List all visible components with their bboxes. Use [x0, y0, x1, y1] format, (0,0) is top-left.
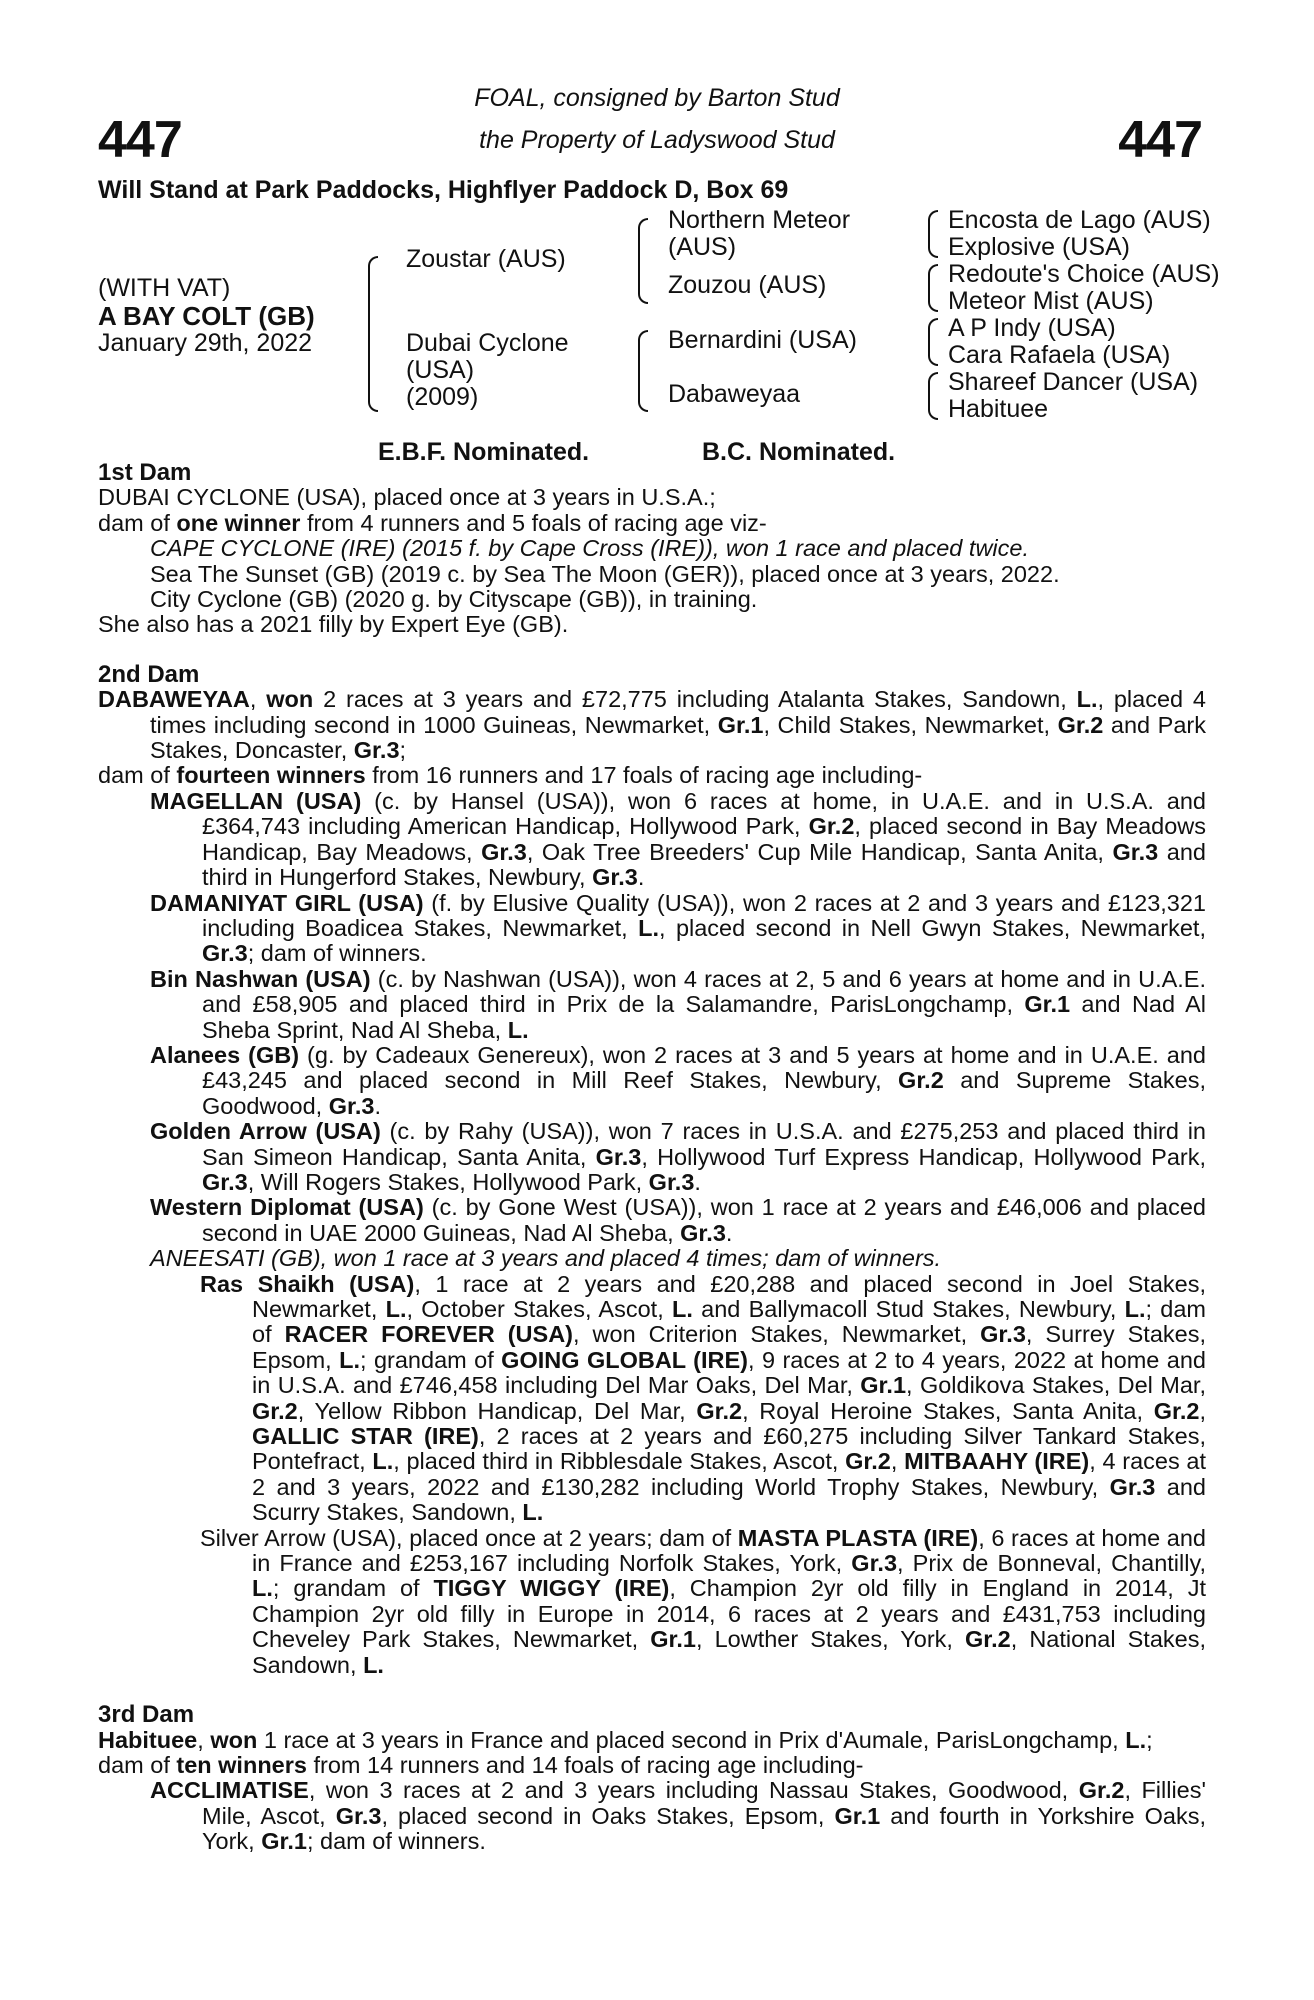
dam-line-3: (2009)	[406, 383, 479, 411]
great-grandparent: Meteor Mist (AUS)	[948, 287, 1154, 315]
produce-entry: Bin Nashwan (USA) (c. by Nashwan (USA)), won 4 races at 2, 5 and 6 years at home and in U.A.E. and £58,905 and placed third in Prix de la Salamandre, ParisLongchamp, Gr.1 and Nad Al Sheba Sprint, Nad Al Sheba, L.	[150, 965, 1207, 1043]
produce-entry: Western Diplomat (USA) (c. by Gone West (USA)), won 1 race at 2 years and £46,006 and placed second in UAE 2000 Guineas, Nad Al Sheba, Gr.3.	[150, 1194, 1206, 1246]
third-dam-dam-of: dam of ten winners from 14 runners and 14 foals of racing age including-	[98, 1751, 864, 1778]
great-grandparent: A P Indy (USA)	[948, 314, 1116, 342]
dam-line-1: Dubai Cyclone	[406, 329, 569, 357]
brace-icon	[928, 372, 938, 420]
great-grandparent: Shareef Dancer (USA)	[948, 368, 1199, 396]
consignor-line: FOAL, consigned by Barton Stud	[474, 84, 840, 112]
great-grandparent: Redoute's Choice (AUS)	[948, 260, 1220, 288]
produce-entry: Sea The Sunset (GB) (2019 c. by Sea The Moon (GER)), placed once at 3 years, 2022.	[150, 560, 1060, 587]
brace-icon	[928, 264, 938, 312]
produce-entry: Golden Arrow (USA) (c. by Rahy (USA)), won 7 races in U.S.A. and £275,253 and placed third in San Simeon Handicap, Santa Anita, Gr.3, Hollywood Turf Express Handicap, Hollywood Park, Gr.3, Will Rogers Stakes, Hollywood Park, Gr.3.	[150, 1118, 1206, 1195]
lot-number-right: 447	[1118, 111, 1202, 169]
first-dam-heading: 1st Dam	[98, 459, 192, 486]
third-dam-heading: 3rd Dam	[98, 1701, 195, 1729]
produce-entry: CAPE CYCLONE (IRE) (2015 f. by Cape Cross (IRE)), won 1 race and placed twice.	[150, 535, 1029, 562]
produce-entry: MAGELLAN (USA) (c. by Hansel (USA)), won 6 races at home, in U.A.E. and in U.S.A. and £364,743 including American Handicap, Hollywood Park, Gr.2, placed second in Bay Meadows Handicap, Bay Meadows, Gr.3, Oak Tree Breeders' Cup Mile Handicap, Santa Anita, Gr.3 and third in Hungerford Stakes, Newbury, Gr.3.	[150, 787, 1206, 891]
second-dam-heading: 2nd Dam	[98, 660, 200, 688]
brace-icon	[638, 218, 648, 304]
vat-note: (WITH VAT)	[98, 274, 231, 302]
produce-entry: Silver Arrow (USA), placed once at 2 years; dam of MASTA PLASTA (IRE), 6 races at home and in France and £253,167 including Norfolk Stakes, York, Gr.3, Prix de Bonneval, Chantilly, L.; grandam of TIGGY WIGGY (IRE), Champion 2yr old filly in England in 2014, Jt Champion 2yr old filly in Europe in 2014, 6 races at 2 years and £431,753 including Cheveley Park Stakes, Newmarket, Gr.1, Lowther Stakes, York, Gr.2, National Stakes, Sandown, L.	[200, 1524, 1207, 1678]
produce-entry: DAMANIYAT GIRL (USA) (f. by Elusive Quality (USA)), won 2 races at 2 and 3 years and £123,321 including Boadicea Stakes, Newmarket, L., placed second in Nell Gwyn Stakes, Newmarket, Gr.3; dam of winners.	[150, 889, 1206, 967]
produce-entry: Alanees (GB) (g. by Cadeaux Genereux), won 2 races at 3 and 5 years at home and in U.A.E. and £43,245 and placed second in Mill Reef Stakes, Newbury, Gr.2 and Supreme Stakes, Goodwood, Gr.3.	[150, 1041, 1206, 1119]
great-grandparent: Encosta de Lago (AUS)	[948, 206, 1211, 234]
lot-number-left: 447	[98, 111, 182, 169]
dam-line-2: (USA)	[406, 356, 475, 384]
brace-icon	[638, 330, 648, 412]
stand-location: Will Stand at Park Paddocks, Highflyer Paddock D, Box 69	[98, 176, 789, 204]
second-dam-summary: DABAWEYAA, won 2 races at 3 years and £72,775 including Atalanta Stakes, Sandown, L., placed 4 times including second in 1000 Guineas, Newmarket, Gr.1, Child Stakes, Newmarket, Gr.2 and Park Stakes, Doncaster, Gr.3;	[98, 686, 1207, 764]
lot-subject: A BAY COLT (GB)	[98, 301, 315, 331]
first-dam-summary: DUBAI CYCLONE (USA), placed once at 3 years in U.S.A.;	[98, 484, 716, 511]
brace-icon	[928, 318, 938, 366]
first-dam-dam-of: dam of one winner from 4 runners and 5 foals of racing age viz-	[98, 509, 767, 536]
brace-icon	[368, 256, 378, 412]
great-grandparent: Explosive (USA)	[948, 233, 1130, 261]
great-grandparent: Cara Rafaela (USA)	[948, 341, 1171, 369]
dam-dam: Dabaweyaa	[668, 380, 801, 408]
produce-entry: ACCLIMATISE, won 3 races at 2 and 3 years including Nassau Stakes, Goodwood, Gr.2, Fillies' Mile, Ascot, Gr.3, placed second in Oaks Stakes, Epsom, Gr.1 and fourth in Yorkshire Oaks, York, Gr.1; dam of winners.	[150, 1777, 1206, 1855]
brace-icon	[928, 210, 938, 258]
ebf-nomination: E.B.F. Nominated.	[378, 438, 590, 466]
third-dam-summary: Habituee, won 1 race at 3 years in France and placed second in Prix d'Aumale, ParisLongchamp, L.;	[98, 1726, 1153, 1753]
dam-sire: Bernardini (USA)	[668, 326, 857, 354]
sire-sire-line-1: Northern Meteor	[668, 206, 851, 234]
also-has-note: She also has a 2021 filly by Expert Eye (GB).	[98, 611, 569, 638]
property-line: the Property of Ladyswood Stud	[479, 126, 835, 154]
great-grandparent: Habituee	[948, 395, 1049, 423]
date-of-birth: January 29th, 2022	[98, 329, 313, 357]
bc-nomination: B.C. Nominated.	[702, 438, 896, 466]
produce-record	[98, 460, 1206, 1855]
sire-sire-line-2: (AUS)	[668, 233, 737, 261]
second-dam-dam-of: dam of fourteen winners from 16 runners and 17 foals of racing age including-	[98, 762, 923, 789]
produce-entry: Ras Shaikh (USA), 1 race at 2 years and £20,288 and placed second in Joel Stakes, Newmarket, L., October Stakes, Ascot, L. and Ballymacoll Stud Stakes, Newbury, L.; dam of RACER FOREVER (USA), won Criterion Stakes, Newmarket, Gr.3, Surrey Stakes, Epsom, L.; grandam of GOING GLOBAL (IRE), 9 races at 2 to 4 years, 2022 at home and in U.S.A. and £746,458 including Del Mar Oaks, Del Mar, Gr.1, Goldikova Stakes, Del Mar, Gr.2, Yellow Ribbon Handicap, Del Mar, Gr.2, Royal Heroine Stakes, Santa Anita, Gr.2, GALLIC STAR (IRE), 2 races at 2 years and £60,275 including Silver Tankard Stakes, Pontefract, L., placed third in Ribblesdale Stakes, Ascot, Gr.2, MITBAAHY (IRE), 4 races at 2 and 3 years, 2022 and £130,282 including World Trophy Stakes, Newbury, Gr.3 and Scurry Stakes, Sandown, L.	[200, 1270, 1207, 1526]
produce-entry: City Cyclone (GB) (2020 g. by Cityscape (GB)), in training.	[150, 586, 758, 613]
sire: Zoustar (AUS)	[406, 245, 566, 273]
produce-entry: ANEESATI (GB), won 1 race at 3 years and placed 4 times; dam of winners.	[150, 1245, 942, 1272]
sire-dam: Zouzou (AUS)	[668, 271, 827, 299]
